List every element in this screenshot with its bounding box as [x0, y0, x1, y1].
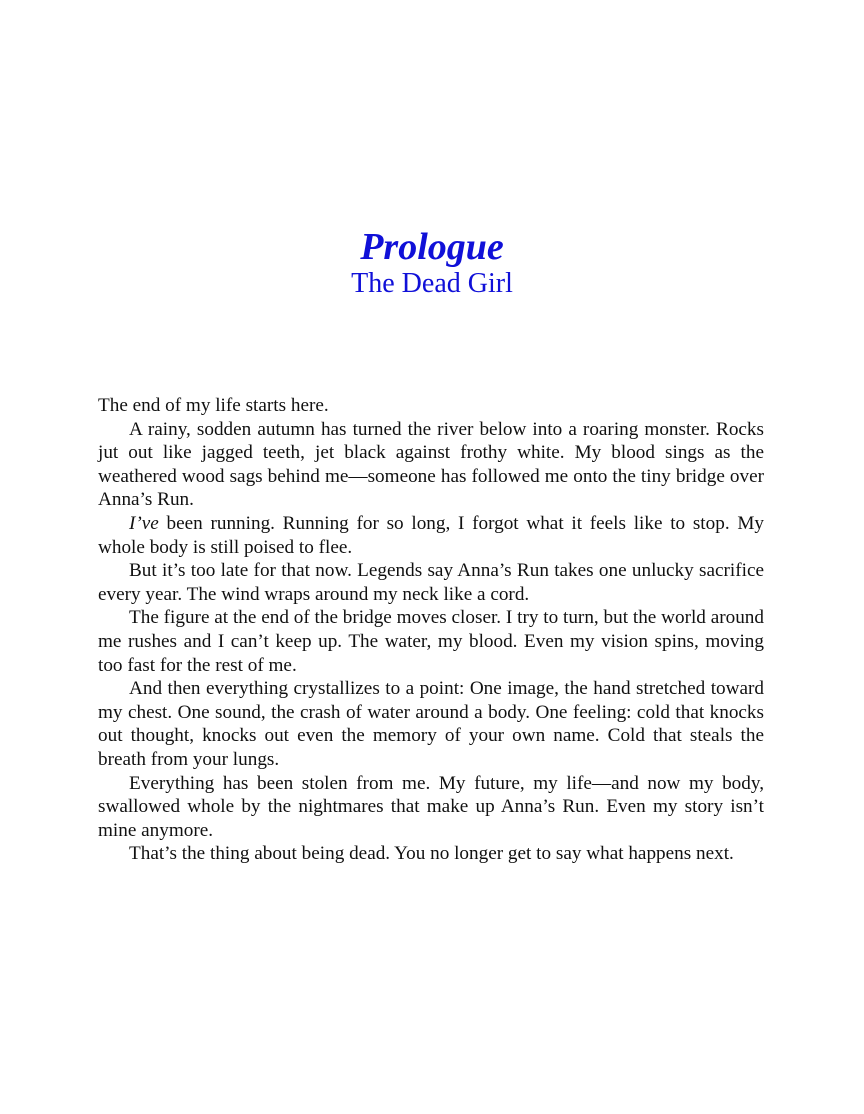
- chapter-heading: [0, 224, 864, 301]
- paragraph: [98, 418, 764, 512]
- emphasized-lead: I’ve: [129, 512, 159, 534]
- paragraph: [98, 394, 764, 418]
- paragraph-text: The figure at the end of the bridge moves closer. I try to turn, but the world around me rushes and I can’t keep up. The water, my blood. Even my vision spins, moving too fast for the rest of me.: [98, 607, 764, 676]
- paragraph-text: That’s the thing about being dead. You no longer get to say what happens next.: [129, 843, 734, 865]
- chapter-title: The Dead Girl: [351, 268, 513, 299]
- paragraph: [98, 606, 764, 677]
- paragraph: [98, 677, 764, 771]
- chapter-body: [98, 394, 764, 866]
- paragraph: [98, 842, 764, 866]
- chapter-label: Prologue: [360, 226, 504, 268]
- paragraph-text: And then everything crystallizes to a point: One image, the hand stretched toward my chest. One sound, the crash of water around a body. One feeling: cold that knocks out thought, knocks out even the memory of your own name. Cold that steals the breath from your lungs.: [98, 678, 764, 770]
- paragraph: [98, 512, 764, 559]
- paragraph-text: Everything has been stolen from me. My future, my life—and now my body, swallowed whole by the nightmares that make up Anna’s Run. Even my story isn’t mine anymore.: [98, 772, 764, 841]
- paragraph: [98, 559, 764, 606]
- paragraph-text: But it’s too late for that now. Legends say Anna’s Run takes one unlucky sacrifice every year. The wind wraps around my neck like a cord.: [98, 560, 764, 605]
- paragraph-text: The end of my life starts here.: [98, 395, 329, 416]
- paragraph-text: A rainy, sodden autumn has turned the river below into a roaring monster. Rocks jut out like jagged teeth, jet black against frothy white. My blood sings as the weathered wood sags behind me—someone has followed me onto the tiny bridge over Anna’s Run.: [98, 418, 764, 511]
- paragraph: [98, 772, 764, 843]
- paragraph-text: been running. Running for so long, I forgot what it feels like to stop. My whole body is still poised to flee.: [98, 512, 764, 558]
